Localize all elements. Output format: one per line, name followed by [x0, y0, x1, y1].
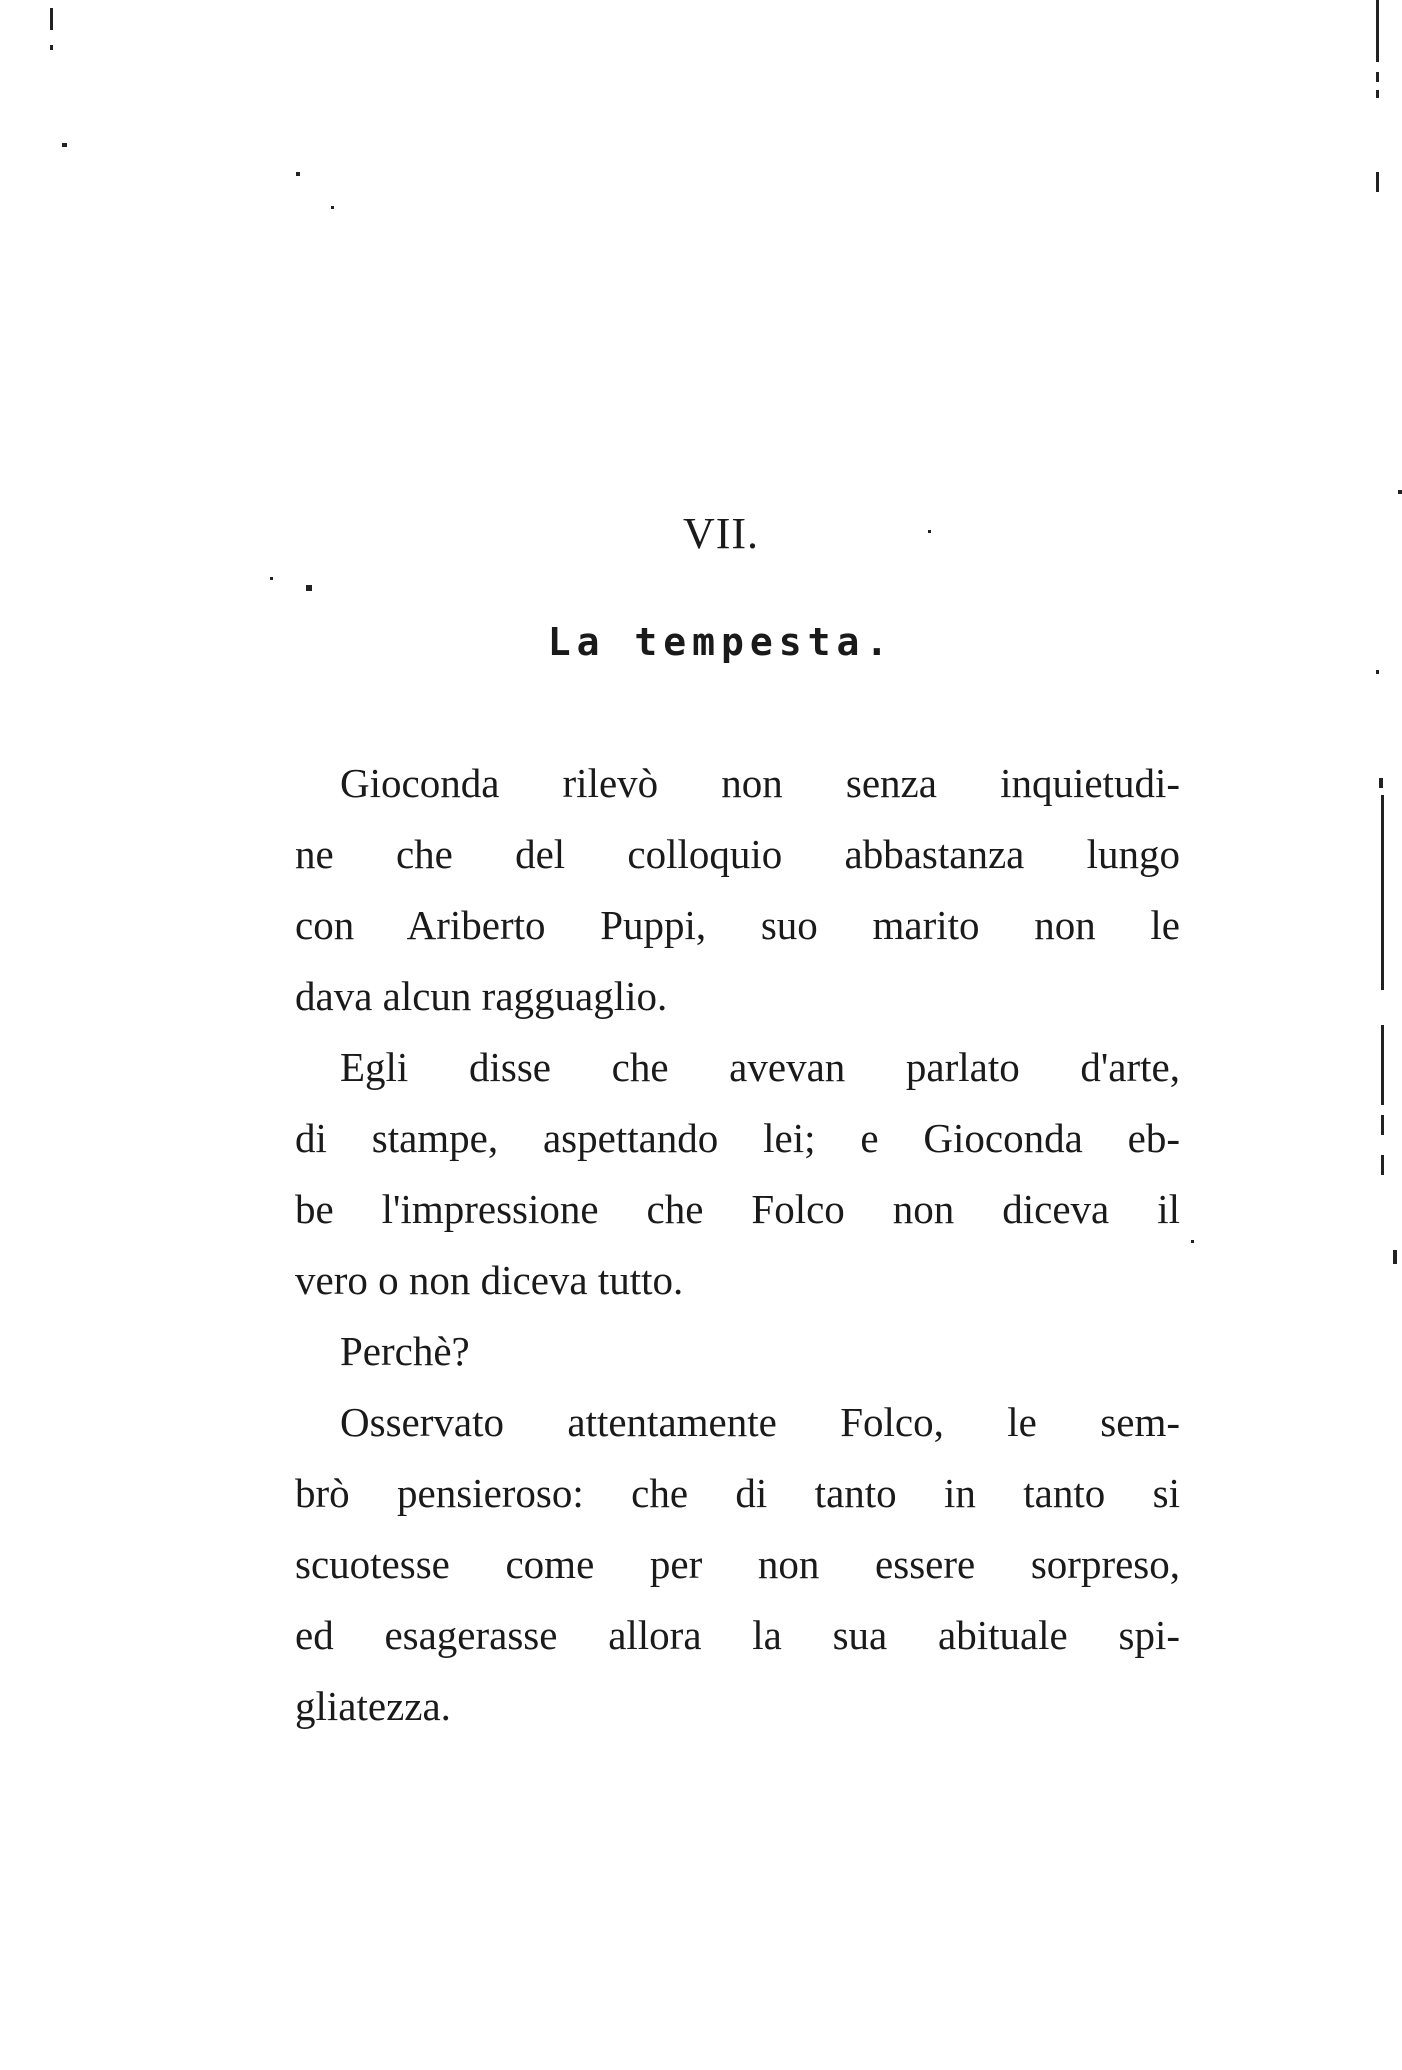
scan-speck [1376, 0, 1379, 62]
text-line: Perchè? [340, 1328, 470, 1374]
text-line: Osservato attentamente Folco, le sem- [340, 1399, 1180, 1445]
text-line: brò pensieroso: che di tanto in tanto si [295, 1470, 1180, 1516]
scan-speck [1381, 1115, 1384, 1135]
scan-speck [1379, 778, 1383, 788]
paragraph [295, 1316, 1180, 1387]
scan-speck [1376, 72, 1379, 82]
scan-speck [1381, 795, 1384, 990]
text-line: di stampe, aspettando lei; e Gioconda eb- [295, 1115, 1180, 1161]
scan-speck [1376, 90, 1379, 98]
text-line: Gioconda rilevò non senza inquietudi- [340, 760, 1180, 806]
scan-speck [306, 585, 312, 591]
text-line: be l'impressione che Folco non diceva il [295, 1186, 1180, 1232]
text-line: gliatezza. [295, 1683, 451, 1729]
scan-speck [1381, 1155, 1384, 1175]
scan-speck [50, 8, 53, 30]
scan-speck [62, 143, 67, 147]
text-line: ed esagerasse allora la sua abituale spi- [295, 1612, 1180, 1658]
text-line: con Ariberto Puppi, suo marito non le [295, 902, 1180, 948]
chapter-title: La tempesta. [547, 620, 895, 664]
text-line: dava alcun ragguaglio. [295, 973, 668, 1019]
scan-speck [50, 45, 53, 50]
chapter-body [295, 748, 1180, 1742]
paragraph [295, 748, 1180, 1032]
text-line: ne che del colloquio abbastanza lungo [295, 831, 1180, 877]
scan-speck [1381, 1025, 1384, 1105]
text-line: Egli disse che avevan parlato d'arte, [340, 1044, 1180, 1090]
scan-speck [1398, 490, 1402, 494]
text-line: scuotesse come per non essere sorpreso, [295, 1541, 1180, 1587]
scan-speck [1191, 1240, 1194, 1243]
scan-speck [270, 577, 273, 580]
paragraph [295, 1387, 1180, 1742]
scan-speck [296, 172, 300, 176]
scan-speck [1376, 172, 1379, 192]
scan-speck [331, 206, 334, 209]
scan-speck [1393, 1250, 1397, 1264]
scan-speck [1376, 670, 1379, 674]
text-line: vero o non diceva tutto. [295, 1257, 684, 1303]
chapter-number: VII. [682, 509, 760, 558]
paragraph [295, 1032, 1180, 1316]
